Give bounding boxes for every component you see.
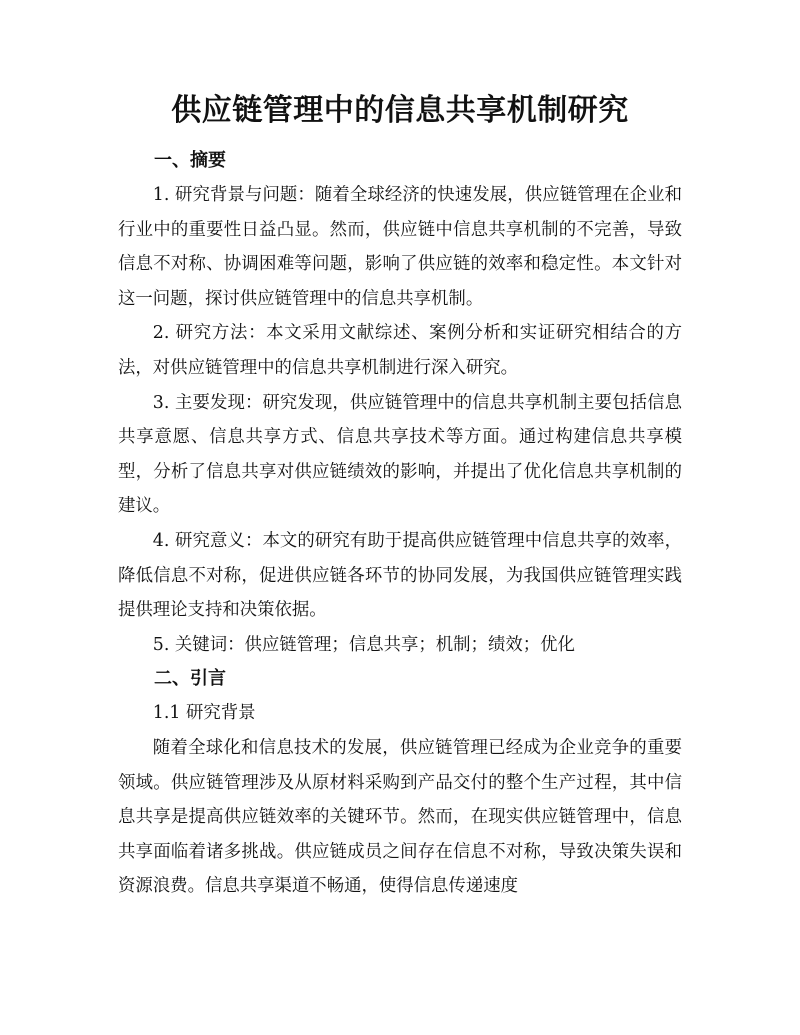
document-page bbox=[118, 88, 682, 904]
document-title: 供应链管理中的信息共享机制研究 bbox=[171, 93, 629, 128]
subsection-heading-background: 1.1 研究背景 bbox=[152, 703, 256, 724]
intro-paragraph-1: 随着全球化和信息技术的发展，供应链管理已经成为企业竞争的重要领域。供应链管理涉及从原材料采购到产品交付的整个生产过程，其中信息共享是提高供应链效率的关键环节。然而，在现实供应链管理中，信息共享面临着诸多挑战。供应链成员之间存在信息不对称，导致决策失误和资源浪费。信息共享渠道不畅通，使得信息传递速度 bbox=[118, 737, 682, 897]
abstract-paragraph-significance: 4. 研究意义：本文的研究有助于提高供应链管理中信息共享的效率，降低信息不对称，促进供应链各环节的协同发展，为我国供应链管理实践提供理论支持和决策依据。 bbox=[118, 530, 682, 621]
abstract-paragraph-method: 2. 研究方法：本文采用文献综述、案例分析和实证研究相结合的方法，对供应链管理中的信息共享机制进行深入研究。 bbox=[118, 323, 682, 378]
abstract-paragraph-background: 1. 研究背景与问题：随着全球经济的快速发展，供应链管理在企业和行业中的重要性日益凸显。然而，供应链中信息共享机制的不完善，导致信息不对称、协调困难等问题，影响了供应链的效率和稳定性。本文针对这一问题，探讨供应链管理中的信息共享机制。 bbox=[118, 185, 682, 309]
section-heading-abstract: 一、摘要 bbox=[154, 150, 226, 171]
abstract-paragraph-findings: 3. 主要发现：研究发现，供应链管理中的信息共享机制主要包括信息共享意愿、信息共享方式、信息共享技术等方面。通过构建信息共享模型，分析了信息共享对供应链绩效的影响，并提出了优化信息共享机制的建议。 bbox=[118, 392, 682, 517]
section-heading-intro: 二、引言 bbox=[154, 668, 226, 690]
abstract-paragraph-keywords: 5. 关键词：供应链管理；信息共享；机制；绩效；优化 bbox=[152, 634, 575, 655]
